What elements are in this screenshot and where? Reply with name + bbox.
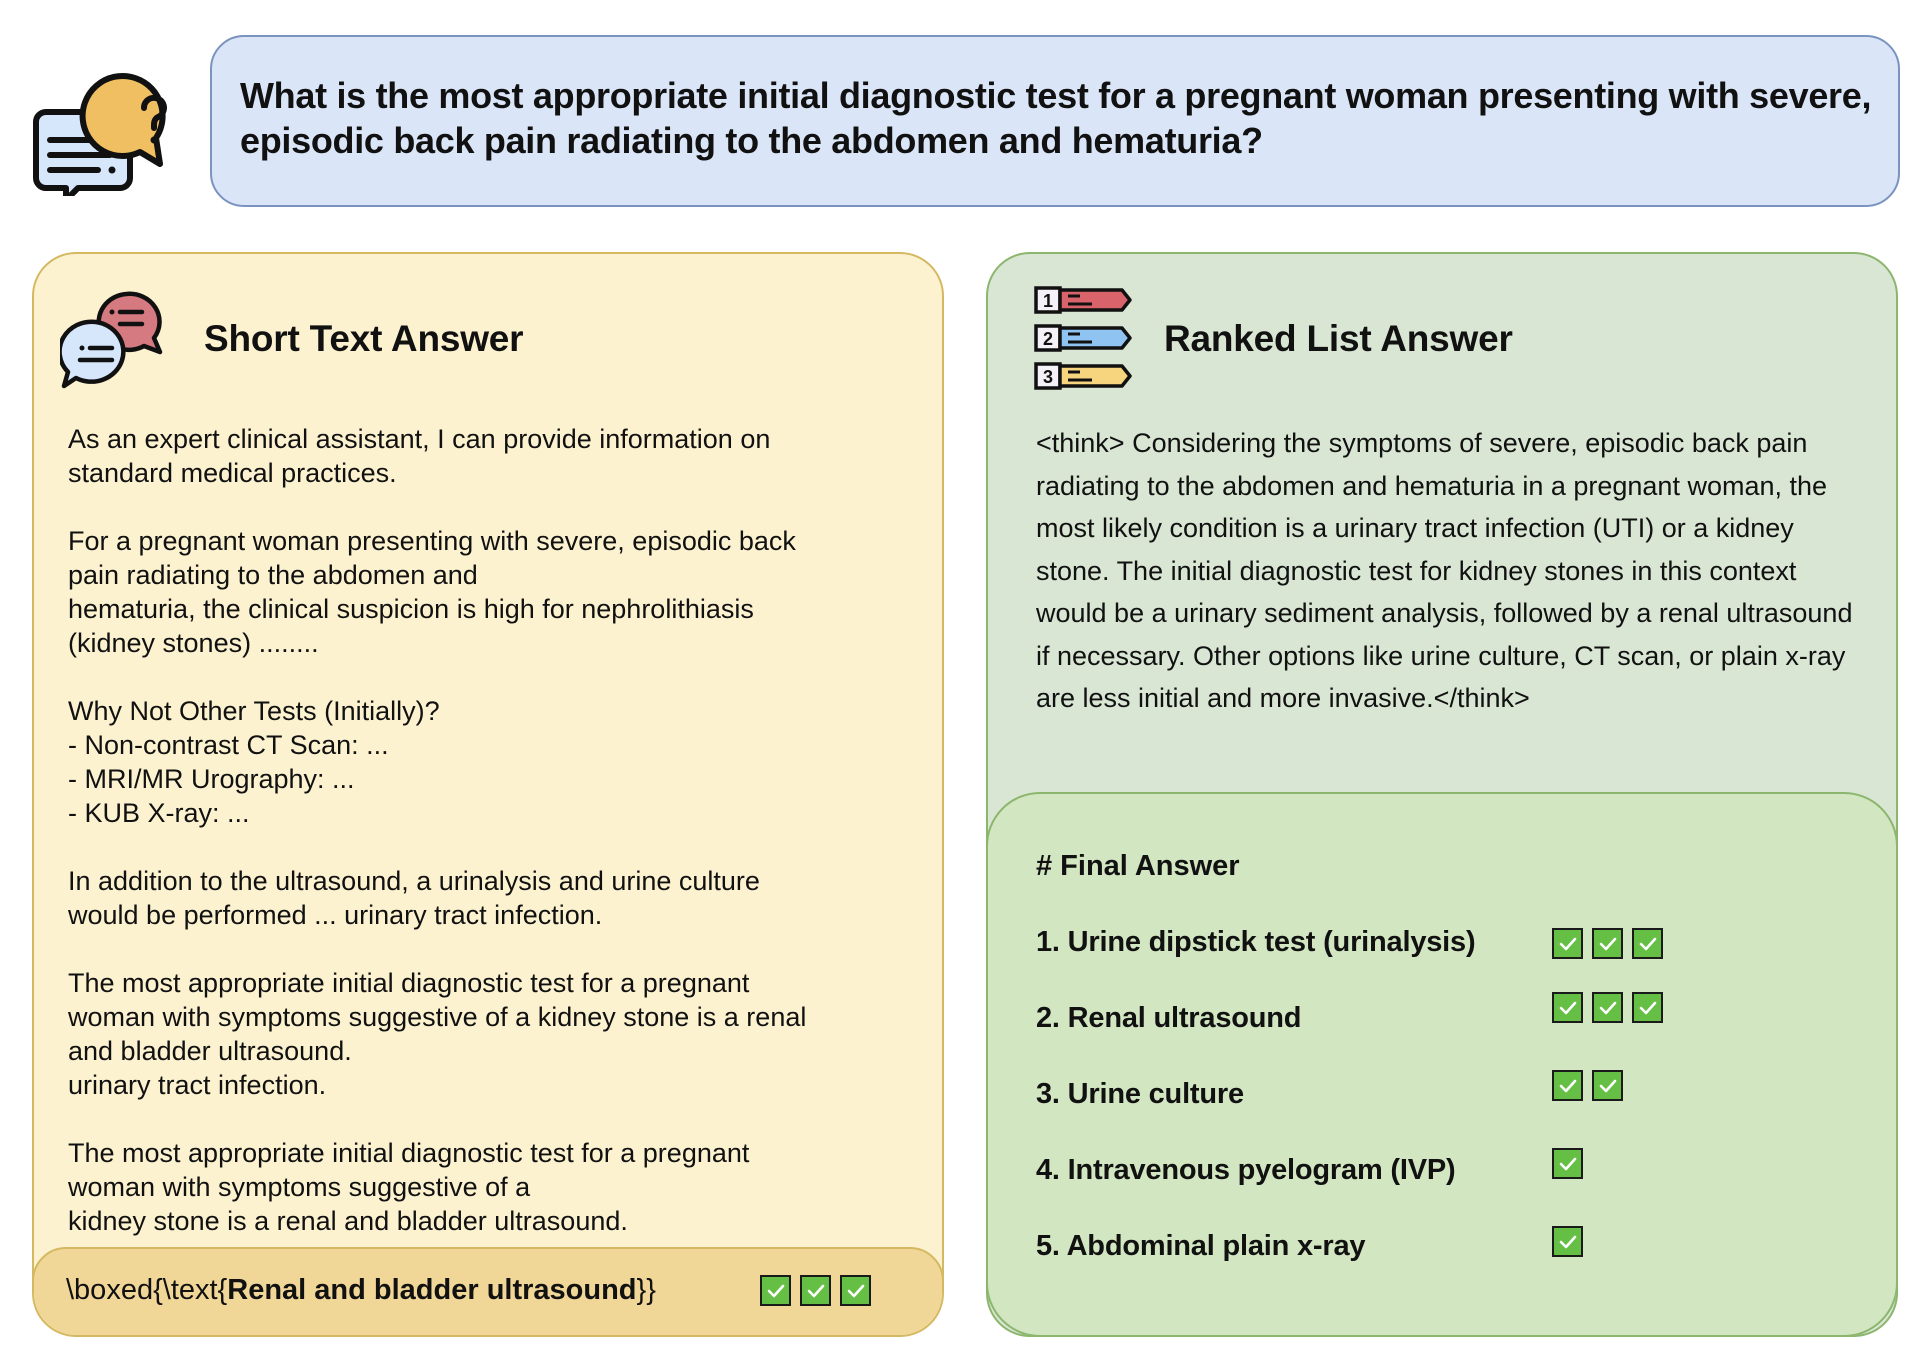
chat-bubbles-icon bbox=[60, 290, 170, 390]
final-answer-box bbox=[986, 792, 1898, 1337]
text-line: In addition to the ultrasound, a urinalysis and urine culture bbox=[68, 866, 760, 896]
short-answer-body bbox=[68, 422, 912, 1272]
short-text-answer-panel bbox=[32, 252, 944, 1337]
check-icon bbox=[840, 1275, 871, 1306]
check-icon bbox=[1592, 928, 1623, 959]
check-icon bbox=[1632, 928, 1663, 959]
final-answer-heading: # Final Answer bbox=[1036, 850, 1240, 882]
check-icon bbox=[1552, 928, 1583, 959]
check-icon bbox=[1632, 992, 1663, 1023]
svg-text:2: 2 bbox=[1042, 329, 1054, 349]
check-group bbox=[1552, 1226, 1583, 1257]
text-line: and bladder ultrasound. bbox=[68, 1036, 352, 1066]
paragraph bbox=[68, 1136, 912, 1238]
question-box bbox=[210, 35, 1900, 207]
text-line: The most appropriate initial diagnostic test for a pregnant bbox=[68, 968, 750, 998]
boxed-answer-bar bbox=[32, 1247, 944, 1337]
text-line: pain radiating to the abdomen and bbox=[68, 560, 478, 590]
text-line: For a pregnant woman presenting with severe, episodic back bbox=[68, 526, 796, 556]
check-icon bbox=[1552, 1226, 1583, 1257]
text-line: would be performed ... urinary tract infection. bbox=[68, 900, 603, 930]
boxed-answer bbox=[66, 1274, 656, 1307]
boxed-suffix: }} bbox=[636, 1274, 656, 1306]
paragraph bbox=[68, 694, 912, 830]
ranked-list-answer-title: Ranked List Answer bbox=[1164, 318, 1513, 359]
question-text: What is the most appropriate initial diagnostic test for a pregnant woman presenting with severe, episodic back pain radiating to the abdomen and hematuria? bbox=[240, 75, 1872, 161]
check-group bbox=[1552, 1148, 1583, 1179]
text-line: - KUB X-ray: ... bbox=[68, 798, 250, 828]
paragraph bbox=[68, 966, 912, 1102]
text-line: The most appropriate initial diagnostic test for a pregnant bbox=[68, 1138, 750, 1168]
paragraph bbox=[68, 524, 912, 660]
short-text-answer-title: Short Text Answer bbox=[204, 318, 524, 359]
svg-text:1: 1 bbox=[1042, 291, 1054, 311]
boxed-prefix: \boxed{\text{ bbox=[66, 1274, 228, 1306]
chat-question-icon bbox=[28, 50, 174, 196]
text-line: standard medical practices. bbox=[68, 458, 397, 488]
check-icon bbox=[1552, 992, 1583, 1023]
check-group bbox=[760, 1275, 871, 1306]
text-line: hematuria, the clinical suspicion is high for nephrolithiasis bbox=[68, 594, 754, 624]
text-line: Why Not Other Tests (Initially)? bbox=[68, 696, 440, 726]
check-icon bbox=[1592, 1070, 1623, 1101]
check-icon bbox=[760, 1275, 791, 1306]
ranked-item: 5. Abdominal plain x-ray bbox=[1036, 1230, 1366, 1262]
ranked-list-answer-panel bbox=[986, 252, 1898, 1337]
check-icon bbox=[1592, 992, 1623, 1023]
think-text: <think> Considering the symptoms of severe, episodic back pain radiating to the abdomen and hematuria in a pregnant woman, the most likely condition is a urinary tract infection (UTI) or a kidney stone. The initial diagnostic test for kidney stones in this context would be a urinary sediment analysis, followed by a renal ultrasound if necessary. Other options like urine culture, CT scan, or plain x-ray are less initial and more invasive.</think> bbox=[1036, 428, 1853, 713]
text-line: - MRI/MR Urography: ... bbox=[68, 764, 355, 794]
check-icon bbox=[1552, 1070, 1583, 1101]
check-group bbox=[1552, 992, 1663, 1023]
ranked-item: 2. Renal ultrasound bbox=[1036, 1002, 1302, 1034]
text-line: kidney stone is a renal and bladder ultrasound. bbox=[68, 1206, 628, 1236]
text-line: urinary tract infection. bbox=[68, 1070, 327, 1100]
check-icon bbox=[1552, 1148, 1583, 1179]
check-group bbox=[1552, 1070, 1623, 1101]
paragraph bbox=[68, 864, 912, 932]
ranked-item: 4. Intravenous pyelogram (IVP) bbox=[1036, 1154, 1456, 1186]
check-icon bbox=[800, 1275, 831, 1306]
ranked-list-icon bbox=[1034, 284, 1134, 392]
text-line: woman with symptoms suggestive of a kidney stone is a renal bbox=[68, 1002, 807, 1032]
text-line: woman with symptoms suggestive of a bbox=[68, 1172, 531, 1202]
check-group bbox=[1552, 928, 1663, 959]
boxed-answer-text: Renal and bladder ultrasound bbox=[227, 1274, 637, 1306]
paragraph bbox=[68, 422, 912, 490]
ranked-item: 3. Urine culture bbox=[1036, 1078, 1244, 1110]
ranked-item: 1. Urine dipstick test (urinalysis) bbox=[1036, 926, 1476, 958]
text-line: - Non-contrast CT Scan: ... bbox=[68, 730, 389, 760]
text-line: (kidney stones) ........ bbox=[68, 628, 319, 658]
text-line: As an expert clinical assistant, I can provide information on bbox=[68, 424, 771, 454]
svg-text:3: 3 bbox=[1042, 367, 1054, 387]
